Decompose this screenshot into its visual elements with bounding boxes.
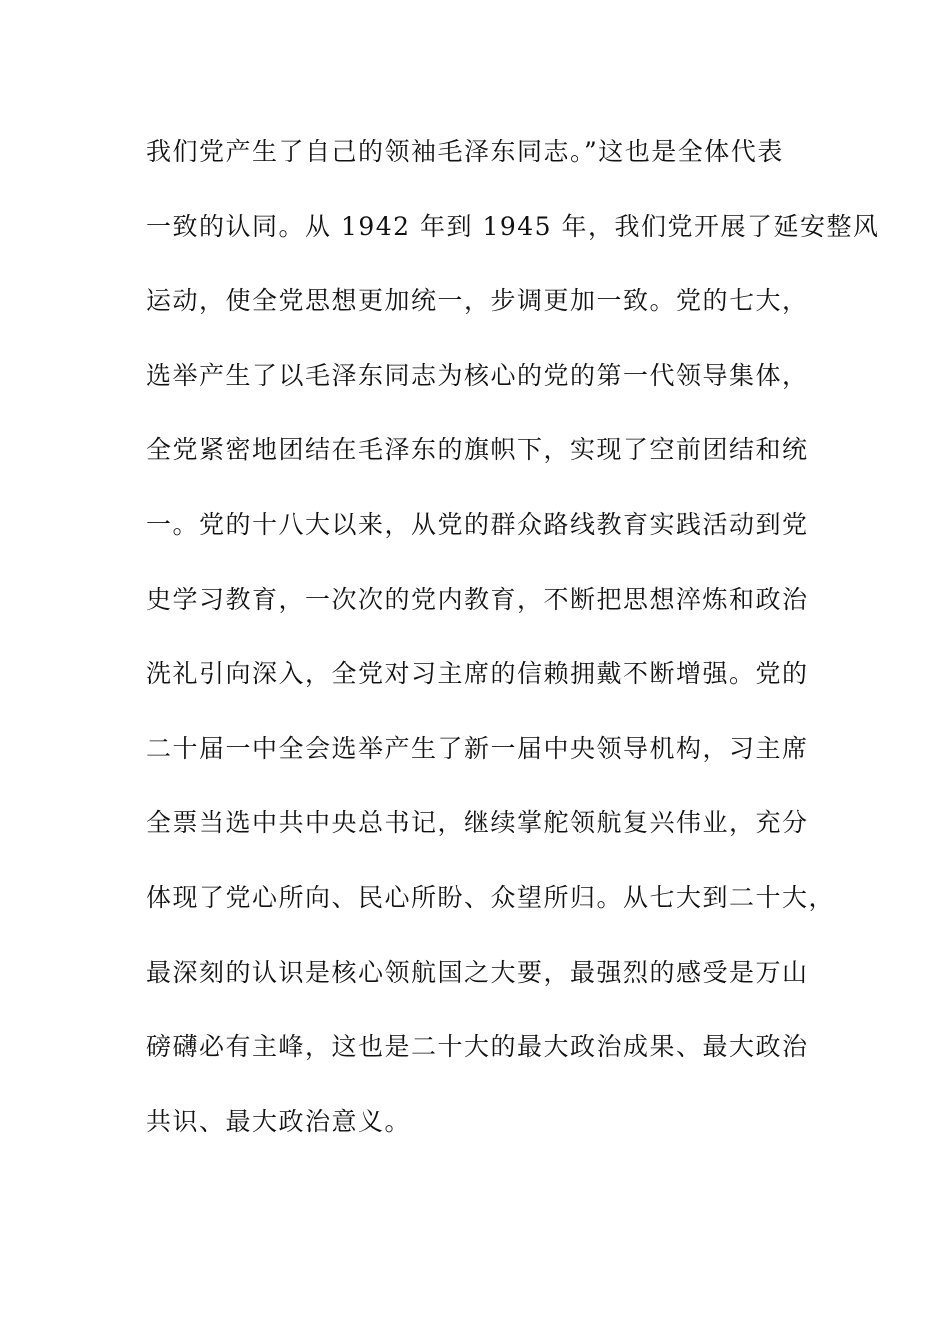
paragraph-line: 体现了党心所向、民心所盼、众望所归。从七大到二十大，: [146, 882, 836, 912]
paragraph-line: 我们党产生了自己的领袖毛泽东同志。”这也是全体代表: [146, 137, 784, 166]
paragraph-line: 全票当选中共中央总书记，继续掌舵领航复兴伟业，充分: [146, 808, 809, 838]
paragraph-line: 最深刻的认识是核心领航国之大要，最强烈的感受是万山: [146, 957, 809, 987]
paragraph-line: 二十届一中全会选举产生了新一届中央领导机构，习主席: [146, 733, 809, 763]
paragraph-line: 洗礼引向深入，全党对习主席的信赖拥戴不断增强。党的: [146, 659, 809, 689]
paragraph-line: 全党紧密地团结在毛泽东的旗帜下，实现了空前团结和统: [146, 435, 809, 465]
paragraph-line: 史学习教育，一次次的党内教育，不断把思想淬炼和政治: [146, 584, 809, 614]
paragraph-line: 选举产生了以毛泽东同志为核心的党的第一代领导集体，: [146, 360, 809, 390]
body-paragraph: [146, 130, 880, 1174]
paragraph-line: 磅礴必有主峰，这也是二十大的最大政治成果、最大政治: [146, 1032, 809, 1062]
paragraph-line: 一致的认同。从 1942 年到 1945 年，我们党开展了延安整风: [146, 211, 880, 241]
paragraph-line: 运动，使全党思想更加统一，步调更加一致。党的七大，: [146, 286, 809, 316]
paragraph-line: 共识、最大政治意义。: [146, 1106, 412, 1136]
paragraph-line: 一。党的十八大以来，从党的群众路线教育实践活动到党: [146, 509, 809, 539]
